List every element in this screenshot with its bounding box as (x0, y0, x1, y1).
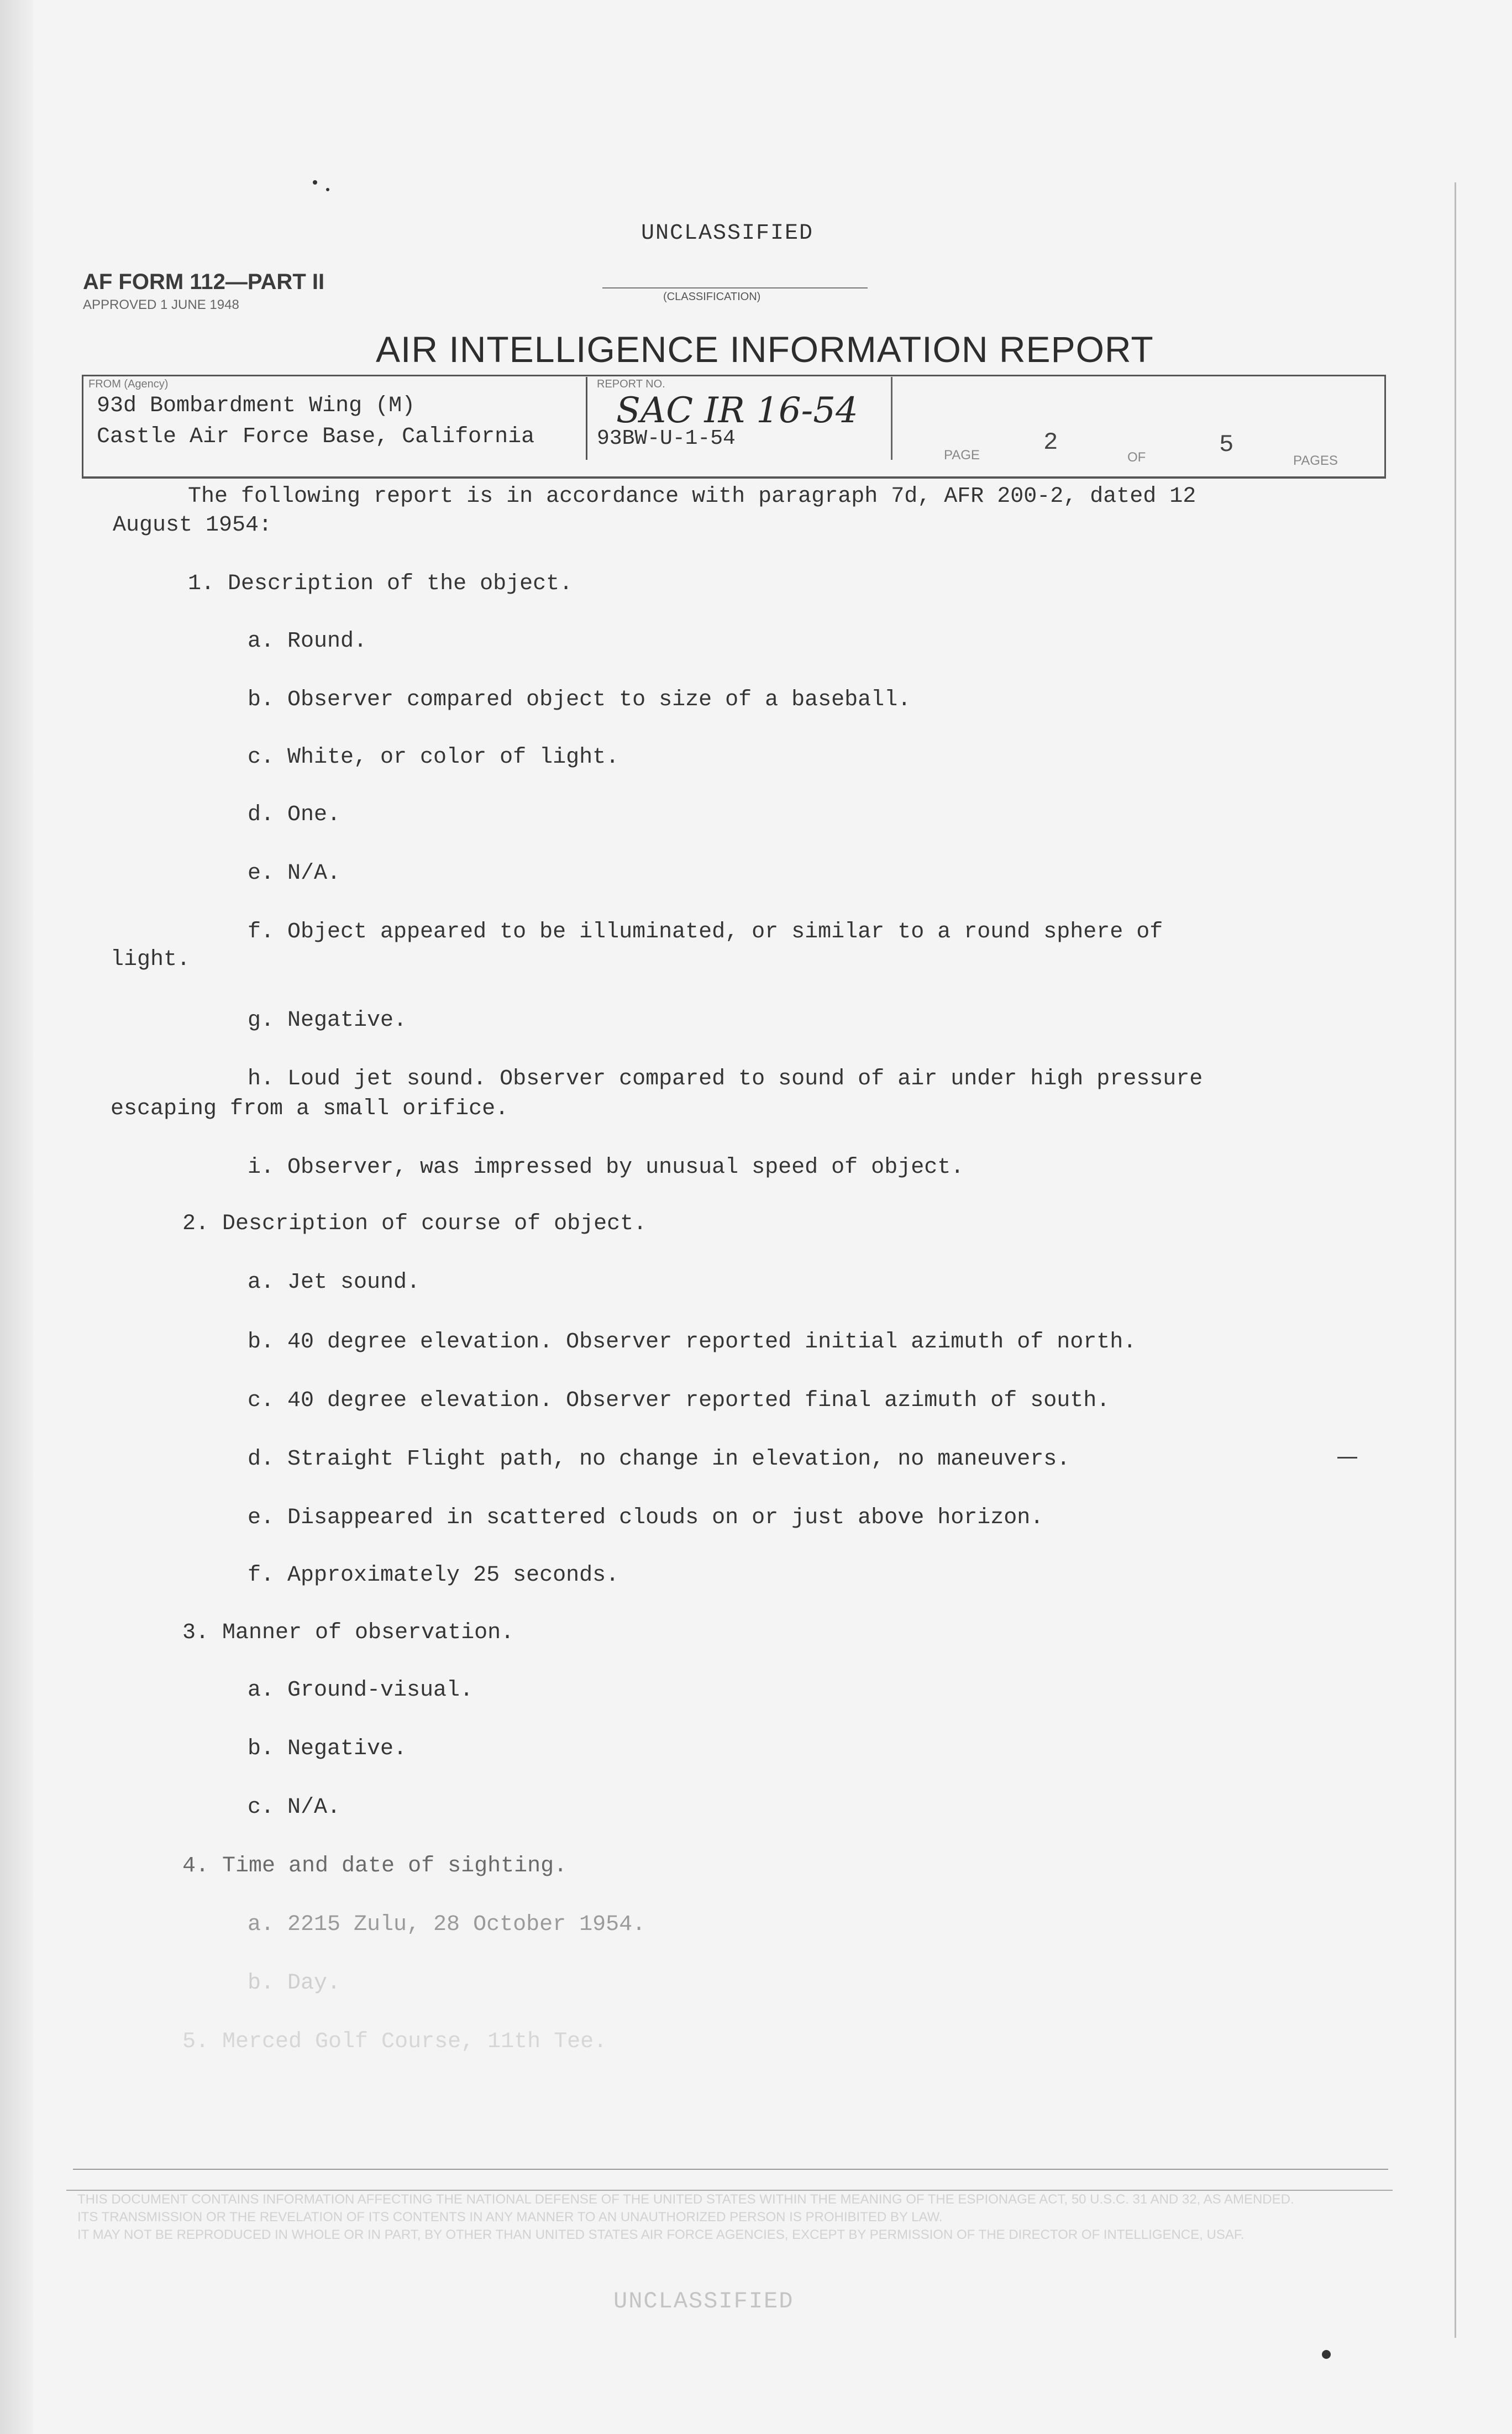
list-item: c. White, or color of light. (248, 745, 620, 770)
section-heading: 2. Description of course of object. (182, 1211, 647, 1236)
list-item: e. N/A. (248, 861, 341, 886)
list-item: b. Observer compared object to size of a baseball. (248, 688, 911, 712)
list-item: c. N/A. (248, 1795, 341, 1820)
classification-top: UNCLASSIFIED (641, 221, 814, 246)
list-item: b. Negative. (248, 1737, 407, 1761)
from-line-2: Castle Air Force Base, California (97, 424, 535, 449)
page-label: PAGE (944, 448, 980, 463)
list-item: f. Object appeared to be illuminated, or similar to a round sphere of (248, 920, 1163, 945)
classification-caption: (CLASSIFICATION) (663, 291, 761, 303)
report-no-label: REPORT NO. (597, 378, 665, 390)
intro-line-2: August 1954: (113, 513, 272, 538)
list-item: h. Loud jet sound. Observer compared to sound of air under high pressure (248, 1067, 1203, 1092)
intro-line-1: The following report is in accordance with paragraph 7d, AFR 200-2, dated 12 (188, 484, 1196, 509)
section-heading: 5. Merced Golf Course, 11th Tee. (182, 2029, 607, 2054)
list-item: e. Disappeared in scattered clouds on or just above horizon. (248, 1505, 1044, 1530)
page-number: 2 (1043, 429, 1058, 457)
pages-label: PAGES (1293, 453, 1338, 468)
classification-line (602, 287, 868, 288)
list-item: i. Observer, was impressed by unusual speed of object. (248, 1155, 964, 1180)
film-edge (0, 0, 33, 2434)
list-item: b. 40 degree elevation. Observer reported initial azimuth of north. (248, 1330, 1137, 1355)
list-item: b. Day. (248, 1971, 341, 1996)
header-divider (586, 377, 587, 460)
form-id: AF FORM 112—PART II (83, 270, 325, 294)
report-no-handwritten: SAC IR 16-54 (616, 390, 858, 431)
speck (1322, 2350, 1331, 2359)
list-item: g. Negative. (248, 1008, 407, 1033)
list-item: d. One. (248, 802, 341, 827)
classification-bottom: UNCLASSIFIED (613, 2288, 794, 2315)
of-label: OF (1127, 450, 1146, 465)
list-item: a. Ground-visual. (248, 1678, 474, 1703)
footer-notice: IT MAY NOT BE REPRODUCED IN WHOLE OR IN PART, BY OTHER THAN UNITED STATES AIR FORCE AGENCIES, EXCEPT BY PERMISSION OF THE DIRECTOR OF INTELLIGENCE, USAF. (77, 2227, 1245, 2242)
form-approved: APPROVED 1 JUNE 1948 (83, 297, 239, 312)
header-divider (891, 377, 893, 460)
list-item-continuation: light. (111, 947, 191, 972)
section-heading: 4. Time and date of sighting. (182, 1854, 568, 1879)
list-item: f. Approximately 25 seconds. (248, 1563, 620, 1588)
header-rule (82, 476, 1386, 478)
margin-mark (1337, 1457, 1357, 1459)
list-item: d. Straight Flight path, no change in elevation, no maneuvers. (248, 1447, 1070, 1472)
list-item-continuation: escaping from a small orifice. (111, 1097, 509, 1121)
list-item: a. 2215 Zulu, 28 October 1954. (248, 1912, 646, 1937)
footer-notice: ITS TRANSMISSION OR THE REVELATION OF ITS CONTENTS IN ANY MANNER TO AN UNAUTHORIZED PERSON IS PROHIBITED BY LAW. (77, 2210, 943, 2225)
section-heading: 3. Manner of observation. (182, 1620, 514, 1645)
speck (326, 188, 329, 191)
footer-notice: THIS DOCUMENT CONTAINS INFORMATION AFFECTING THE NATIONAL DEFENSE OF THE UNITED STATES WITHIN THE MEANING OF THE ESPIONAGE ACT, 50 U.S.C. 31 AND 32, AS AMENDED. (77, 2192, 1294, 2207)
list-item: c. 40 degree elevation. Observer reported final azimuth of south. (248, 1388, 1110, 1413)
report-no-typed: 93BW-U-1-54 (597, 427, 736, 450)
list-item: a. Jet sound. (248, 1270, 421, 1295)
from-label: FROM (Agency) (88, 378, 169, 390)
speck (313, 180, 317, 185)
list-item: a. Round. (248, 629, 368, 654)
report-title: AIR INTELLIGENCE INFORMATION REPORT (376, 329, 1154, 370)
page-right-border (1455, 182, 1456, 2338)
footer-rule (66, 2190, 1393, 2191)
footer-rule (73, 2169, 1388, 2170)
from-line-1: 93d Bombardment Wing (M) (97, 394, 416, 418)
total-pages: 5 (1219, 431, 1234, 459)
section-heading: 1. Description of the object. (188, 571, 573, 596)
